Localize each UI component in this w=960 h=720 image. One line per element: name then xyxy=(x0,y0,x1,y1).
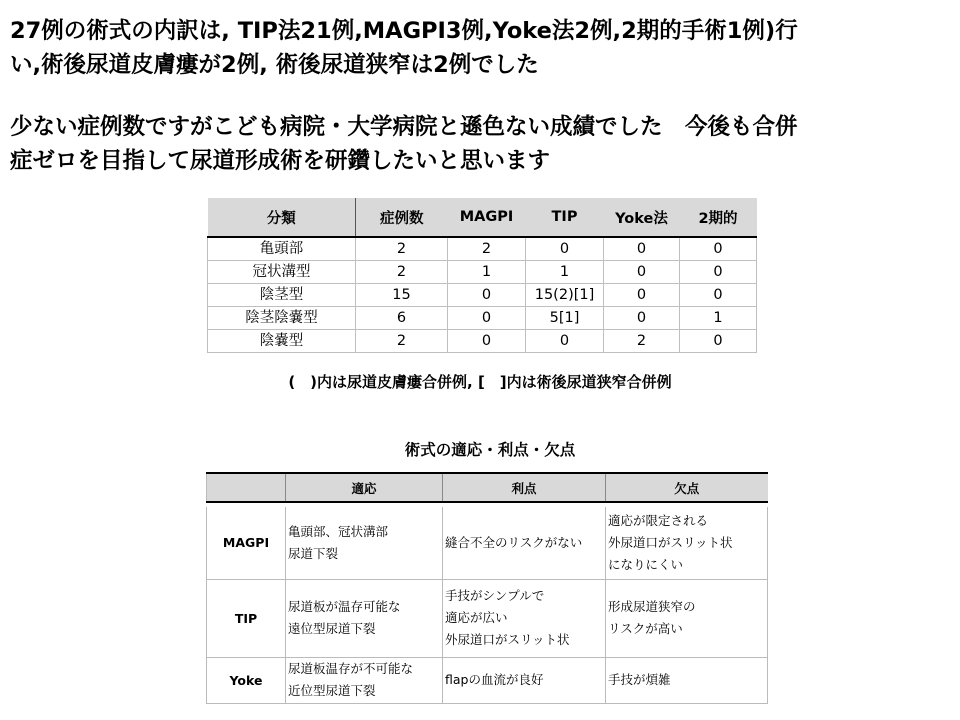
table-row xyxy=(208,237,757,261)
category-cell: 冠状溝型 xyxy=(208,261,356,284)
table-row xyxy=(208,307,757,330)
cell: 0 xyxy=(448,307,526,330)
category-cell: 亀頭部 xyxy=(208,237,356,261)
comparison-table-title: 術式の適応・利点・欠点 xyxy=(404,441,576,459)
disadvantage-cell xyxy=(606,657,768,703)
cell: 1 xyxy=(448,261,526,284)
indication-cell xyxy=(286,579,443,657)
header-cases: 症例数 xyxy=(356,198,448,237)
cell-line: 尿道板が温存可能な xyxy=(288,599,401,614)
cell: 15 xyxy=(356,284,448,307)
table-row xyxy=(208,261,757,284)
header-indication: 適応 xyxy=(286,473,443,502)
conclusion-paragraph xyxy=(10,110,955,178)
cell-line: 尿道板温存が不可能な xyxy=(288,661,414,676)
method-cell: TIP xyxy=(207,579,286,657)
cell: 0 xyxy=(526,237,604,261)
cell-line: リスクが高い xyxy=(608,621,683,636)
conclusion-line-2: 症ゼロを目指して尿道形成術を研鑽したいと思います xyxy=(10,148,551,174)
classification-table xyxy=(207,198,757,353)
cell-line: 亀頭部、冠状溝部 xyxy=(288,523,389,539)
summary-line-2: い,術後尿道皮膚瘻が2例, 術後尿道狭窄は2例でした xyxy=(10,52,539,78)
table-footnote: ( )内は尿道皮膚瘻合併例, [ ]内は術後尿道狭窄合併例 xyxy=(288,373,672,391)
cell: 6 xyxy=(356,307,448,330)
cell: 0 xyxy=(604,307,680,330)
header-category: 分類 xyxy=(208,198,356,237)
advantage-cell xyxy=(443,657,606,703)
category-cell: 陰茎陰嚢型 xyxy=(208,307,356,330)
cell-line: 適応が広い xyxy=(445,610,508,625)
cell: 0 xyxy=(604,284,680,307)
cell: 1 xyxy=(526,261,604,284)
cell: 2 xyxy=(604,330,680,353)
indication-cell xyxy=(286,507,443,579)
table-row xyxy=(207,507,768,579)
cell-line: 外尿道口がスリット状 xyxy=(445,632,570,647)
cell-line: 近位型尿道下裂 xyxy=(288,683,376,698)
advantage-cell xyxy=(443,507,606,579)
cell: 2 xyxy=(448,237,526,261)
cell: 2 xyxy=(356,330,448,353)
cell: 0 xyxy=(526,330,604,353)
cell-line: 手技が煩雑 xyxy=(608,672,671,687)
header-two-stage: 2期的 xyxy=(680,198,757,237)
table-row xyxy=(207,579,768,657)
cell: 0 xyxy=(604,237,680,261)
cell: 2 xyxy=(356,261,448,284)
summary-paragraph xyxy=(10,14,955,82)
indication-cell xyxy=(286,657,443,703)
table-row xyxy=(207,657,768,703)
cell-line: 適応が限定される xyxy=(608,512,709,528)
cell: 5[1] xyxy=(526,307,604,330)
cell: 0 xyxy=(604,261,680,284)
disadvantage-cell xyxy=(606,507,768,579)
summary-line-1: 27例の術式の内訳は, TIP法21例,MAGPI3例,Yoke法2例,2期的手術1例)行 xyxy=(10,18,798,44)
disadvantage-cell xyxy=(606,579,768,657)
header-yoke: Yoke法 xyxy=(604,198,680,237)
cell-line: 縫合不全のリスクがない xyxy=(445,534,583,550)
table-header-row xyxy=(208,198,757,237)
cell-line: 手技がシンプルで xyxy=(445,588,545,603)
cell: 0 xyxy=(680,284,757,307)
header-method xyxy=(207,473,286,502)
cell-line: flapの血流が良好 xyxy=(445,672,544,687)
cell-line: 形成尿道狭窄の xyxy=(608,599,696,614)
cell: 0 xyxy=(680,237,757,261)
cell: 0 xyxy=(448,284,526,307)
table-row xyxy=(208,284,757,307)
cell-line: 遠位型尿道下裂 xyxy=(288,621,376,636)
cell: 15(2)[1] xyxy=(526,284,604,307)
table-header-row xyxy=(207,473,768,502)
cell: 0 xyxy=(448,330,526,353)
cell-line: 外尿道口がスリット状 xyxy=(608,534,733,550)
conclusion-line-1: 少ない症例数ですがこども病院・大学病院と遜色ない成績でした 今後も合併 xyxy=(10,114,798,140)
procedure-comparison-table xyxy=(206,472,768,704)
cell: 1 xyxy=(680,307,757,330)
method-cell: Yoke xyxy=(207,657,286,703)
cell-line: になりにくい xyxy=(608,556,684,572)
category-cell: 陰茎型 xyxy=(208,284,356,307)
header-advantage: 利点 xyxy=(443,473,606,502)
header-disadvantage: 欠点 xyxy=(606,473,768,502)
table-row xyxy=(208,330,757,353)
cell: 0 xyxy=(680,330,757,353)
header-tip: TIP xyxy=(526,198,604,237)
category-cell: 陰嚢型 xyxy=(208,330,356,353)
cell-line: 尿道下裂 xyxy=(288,545,339,561)
cell: 0 xyxy=(680,261,757,284)
cell: 2 xyxy=(356,237,448,261)
header-magpi: MAGPI xyxy=(448,198,526,237)
advantage-cell xyxy=(443,579,606,657)
method-cell: MAGPI xyxy=(207,507,286,579)
